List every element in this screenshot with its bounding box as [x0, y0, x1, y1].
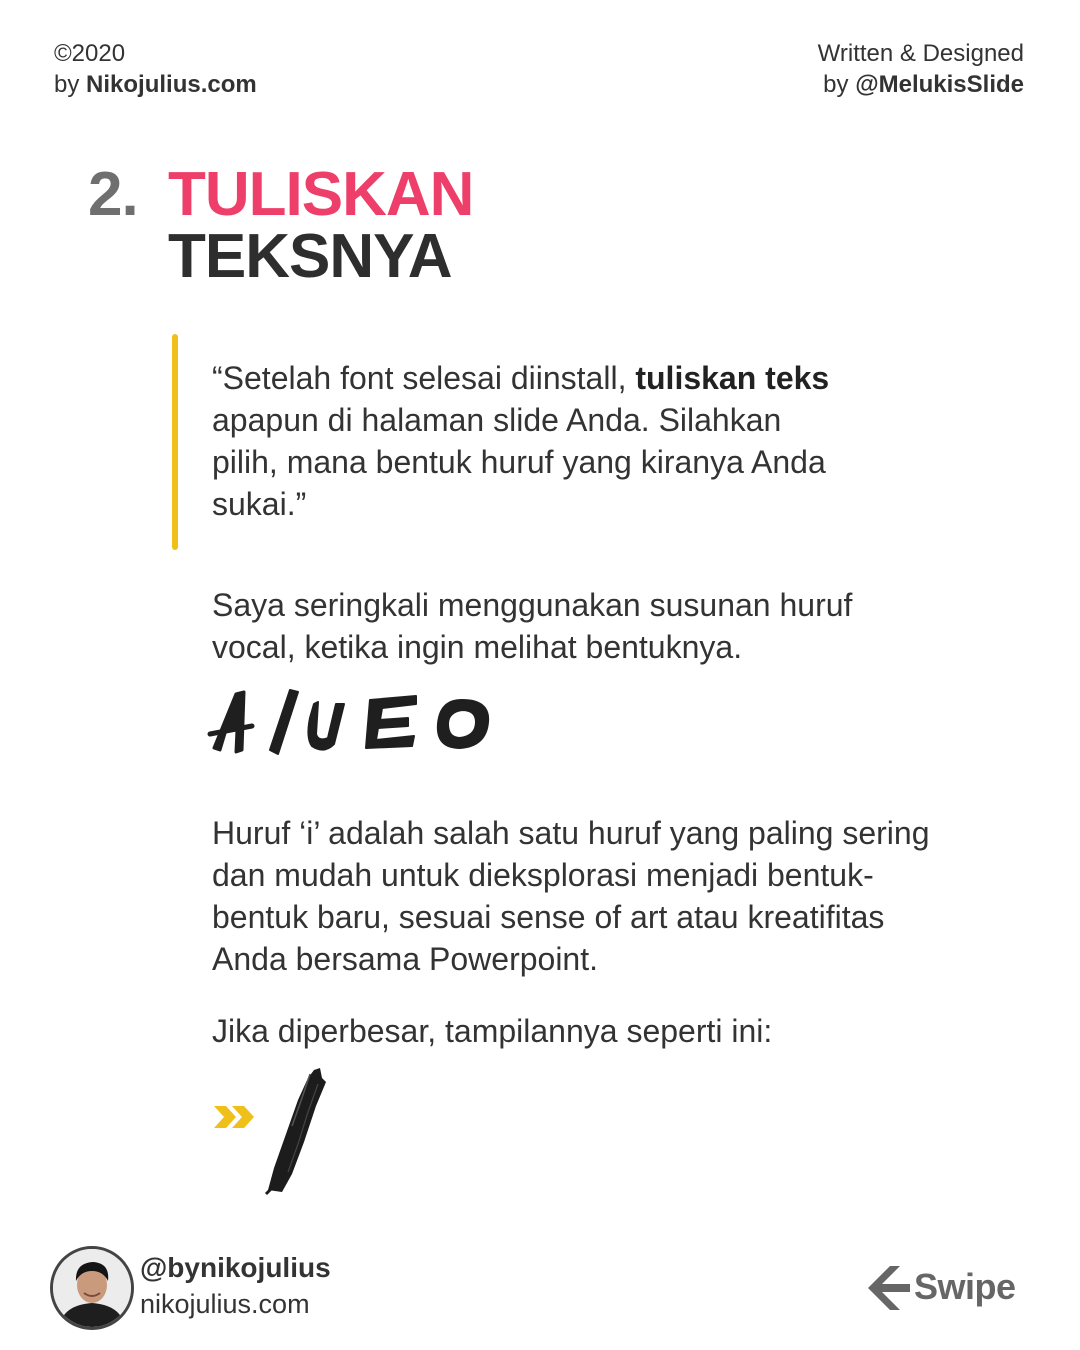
swipe-label[interactable]: Swipe [914, 1266, 1016, 1307]
credit-handle: @MelukisSlide [855, 71, 1024, 98]
title-line-1: TULISKAN [168, 160, 474, 229]
swipe-arrow-icon[interactable] [864, 1264, 914, 1314]
brush-font-sample [206, 682, 506, 772]
paragraph-letter-i: Huruf ‘i’ adalah salah satu huruf yang paling sering dan mudah untuk dieksplorasi menjadi bentuk-bentuk baru, sesuai sense of art atau kreatifitas Anda bersama Powerpoint. [212, 815, 930, 977]
paragraph-vowels: Saya seringkali menggunakan susunan huruf vocal, ketika ingin melihat bentuknya. [212, 587, 853, 665]
quote-part-1: “Setelah font selesai diinstall, [212, 360, 636, 396]
by-prefix: by [54, 71, 80, 98]
header-credit [818, 38, 1024, 100]
title-number: 2. [88, 160, 138, 229]
brush-letter-i [252, 1064, 342, 1196]
quote-text [212, 357, 832, 525]
avatar [50, 1246, 134, 1330]
credit-author [818, 69, 1024, 100]
avatar-portrait [53, 1249, 131, 1327]
credit-line: Written & Designed [817, 40, 1024, 67]
paragraph-enlarged: Jika diperbesar, tampilannya seperti ini: [212, 1013, 773, 1049]
quote-accent-bar [172, 334, 178, 550]
site-name: Nikojulius.com [86, 71, 257, 98]
quote-bold: tuliskan teks [635, 360, 830, 396]
header-copyright [54, 38, 257, 100]
quote-part-2: apapun di halaman slide Anda. Silahkan pilih, mana bentuk huruf yang kiranya Anda sukai.” [212, 402, 826, 522]
footer-handle: @bynikojulius [140, 1252, 331, 1283]
title-line-2: TEKSNYA [168, 222, 452, 291]
copyright-site [54, 69, 257, 100]
copyright-year: ©2020 [54, 40, 126, 67]
credit-by-prefix: by [823, 71, 849, 98]
footer-site: nikojulius.com [140, 1289, 310, 1319]
